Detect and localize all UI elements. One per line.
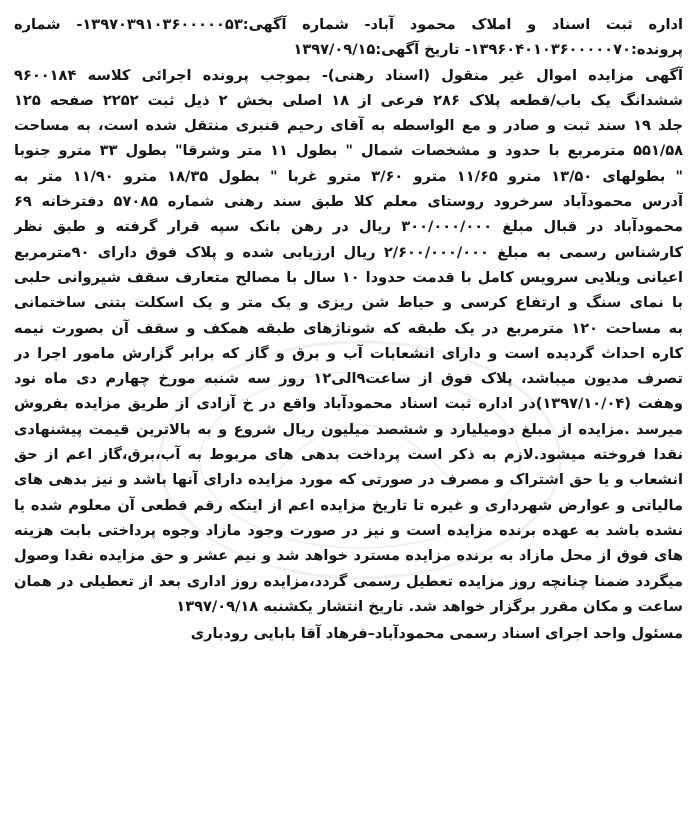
body-line: نشده باشد به عهده برنده مزایده است و نیز در صورت وجود مازاد وجوه پرداختی بابت هزینه xyxy=(14,521,683,539)
body-line: های فوق از محل مازاد به برنده مزایده مسترد خواهد شد و نیم عشر و حق مزایده نقدا وصول xyxy=(14,547,683,565)
body-line: تصرف مدیون میباشد، پلاک فوق از ساعت۹الی۱۲ روز سه شنبه مورخ چهارم دی ماه نود xyxy=(14,370,683,388)
notice-body xyxy=(14,63,683,620)
body-line: به مساحت ۱۲۰ مترمربع در یک طبقه که شوناژهای طبقه همکف و سقف آن بصورت نیمه xyxy=(14,319,683,337)
body-line: ششدانگ یک باب/قطعه پلاک ۲۸۶ فرعی از ۱۸ اصلی بخش ۲ ذیل ثبت ۲۲۵۲ صفحه ۱۲۵ xyxy=(14,91,683,109)
body-line: میرسد .مزایده از مبلغ دومیلیارد و ششصد میلیون ریال شروع و به بالاترین قیمت پیشنهادی xyxy=(14,420,683,438)
body-line: کارشناس رسمی به مبلغ ۲/۶۰۰/۰۰۰/۰۰۰ ریال ارزیابی شده و پلاک فوق دارای ۹۰مترمربع xyxy=(14,243,683,261)
body-line: کاره احداث گردیده است و دارای انشعابات آب و برق و گاز که برابر گزارش مامور اجرا در xyxy=(14,344,683,362)
body-line: جلد ۱۹ سند ثبت و صادر و مع الواسطه به آقای رحیم قنبری منتقل شده است، به مساحت xyxy=(14,117,683,135)
header-line: اداره ثبت اسناد و املاک محمود آباد- شماره آگهی:۱۳۹۷۰۳۹۱۰۳۶۰۰۰۰۰۵۳- شماره xyxy=(14,16,683,33)
body-line: انشعاب و یا حق اشتراک و مصرف در صورتی که مورد مزایده دارای آنها باشد و نیز بدهی های xyxy=(14,471,683,489)
body-line: ساعت و مکان مقرر برگزار خواهد شد. تاریخ انتشار یکشنبه ۱۳۹۷/۰۹/۱۸ xyxy=(176,597,683,615)
notice-header xyxy=(14,12,683,63)
signature-line: مسئول واحد اجرای اسناد رسمی محمودآباد–فرهاد آقا بابایی رودباری xyxy=(190,625,683,643)
body-line: ۵۵۱/۵۸ مترمربع با حدود و مشخصات شمال " بطول ۱۱ متر وشرقا" بطول ۳۳ مترو جنوبا xyxy=(14,142,683,160)
body-line: اعیانی ویلایی سرویس کامل با قدمت حدودا ۱۰ سال با مصالح متعارف سقف شیروانی حلبی xyxy=(14,268,683,286)
body-line: وهفت (۱۳۹۷/۱۰/۰۴)در اداره ثبت اسناد محمودآباد واقع در خ آزادی از طریق مزایده بفروش xyxy=(14,395,683,413)
body-line: " بطولهای ۱۳/۵۰ مترو ۱۱/۶۵ مترو ۳/۶۰ مترو غربا " بطول ۱۸/۳۵ مترو ۱۱/۹۰ متر به xyxy=(14,167,683,185)
body-line: محمودآباد در قبال مبلغ ۳۰۰/۰۰۰/۰۰۰ ریال در رهن بانک سپه قرار گرفته و طبق نظر xyxy=(14,218,683,236)
body-line: آگهی مزایده اموال غیر منقول (اسناد رهنی)- بموجب پرونده اجرائی کلاسه ۹۶۰۰۱۸۴ xyxy=(14,66,683,84)
body-line: نقدا فروخته میشود.لازم به ذکر است پرداخت بدهی های مربوط به آب،برق،گاز اعم از حق xyxy=(14,446,683,464)
body-line: آدرس محمودآباد سرخرود روستای معلم کلا طبق سند رهنی شماره ۵۷۰۸۵ دفترخانه ۶۹ xyxy=(14,193,683,211)
body-line: مالیاتی و عوارض شهرداری و غیره تا تاریخ مزایده اعم از اینکه رقم قطعی آن معلوم شده یا xyxy=(14,496,683,514)
body-line: میگردد ضمنا چنانچه روز مزایده تعطیل رسمی گردد،مزایده روز اداری بعد از تعطیلی در همان xyxy=(14,572,683,590)
header-line: پرونده:۱۳۹۶۰۴۰۱۰۳۶۰۰۰۰۰۷۰- تاریخ آگهی:۱۳۹۷/۰۹/۱۵ xyxy=(293,41,683,59)
body-line: با نمای سنگ و ارتفاع کرسی و حیاط شن ریزی و یک متر و یک اسکلت بتنی ساختمانی xyxy=(14,294,683,312)
